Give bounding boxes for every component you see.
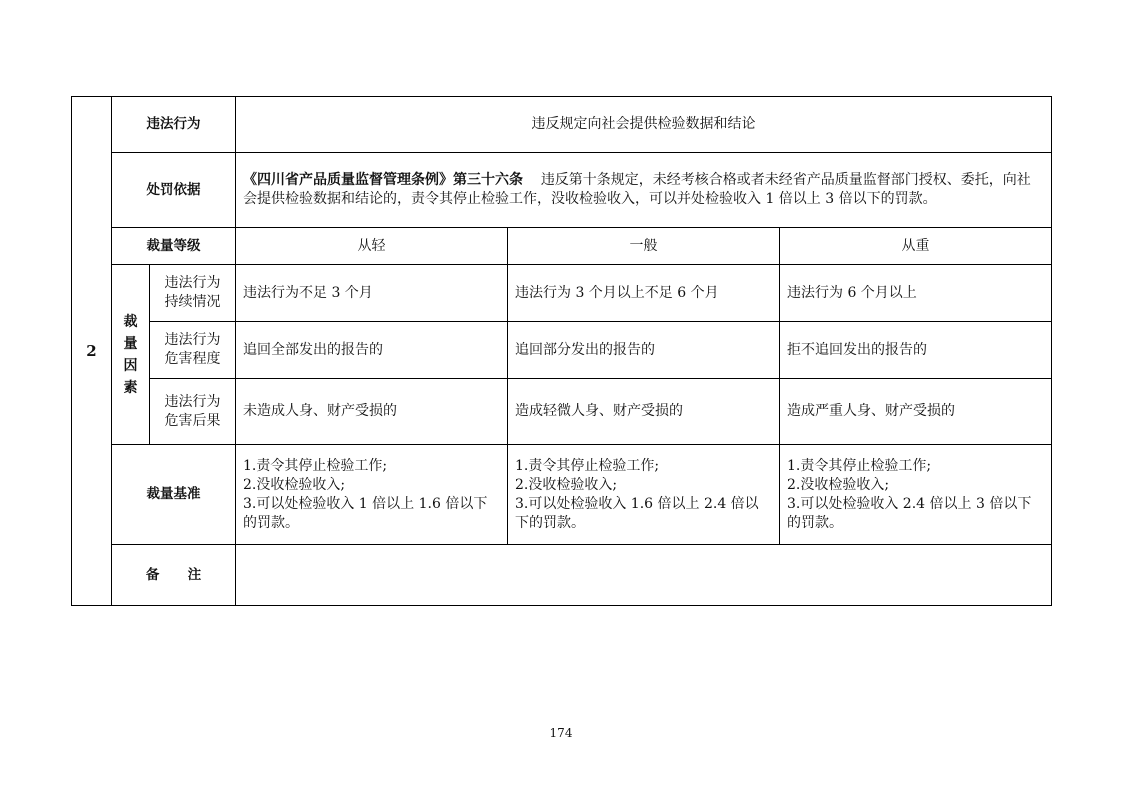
standard-line: 1.责令其停止检验工作; — [515, 457, 660, 474]
factor-value: 违法行为 3 个月以上不足 6 个月 — [508, 265, 780, 322]
remarks-label-char: 注 — [187, 566, 202, 583]
factors-label-char: 量 — [123, 335, 138, 352]
factor-row-duration — [72, 265, 1052, 322]
level-heavy: 从重 — [780, 228, 1052, 265]
level-normal: 一般 — [508, 228, 780, 265]
factor-value: 造成轻微人身、财产受损的 — [508, 379, 780, 445]
factor-name-line: 违法行为 — [164, 275, 221, 291]
factors-label-char: 因 — [123, 357, 138, 374]
standard-line: 3.可以处检验收入 1 倍以上 1.6 倍以下的罚款。 — [243, 495, 488, 531]
factor-value: 违法行为不足 3 个月 — [236, 265, 508, 322]
factor-value: 违法行为 6 个月以上 — [780, 265, 1052, 322]
standard-line: 3.可以处检验收入 2.4 倍以上 3 倍以下的罚款。 — [787, 495, 1032, 531]
remarks-value — [236, 545, 1052, 606]
remarks-label-char: 备 — [145, 566, 160, 583]
factor-name — [150, 322, 236, 379]
factors-label-char: 裁 — [123, 313, 138, 330]
standard-line: 1.责令其停止检验工作; — [243, 457, 388, 474]
factor-name-line: 危害后果 — [164, 412, 221, 429]
standard-line: 2.没收检验收入; — [243, 476, 346, 493]
levels-label: 裁量等级 — [112, 228, 236, 265]
factor-name — [150, 379, 236, 445]
basis-text: 违反第十条规定，未经考核合格或者未经省产品质量监督部门授权、委托，向社会提供检验数据和结论的，责令其停止检验工作，没收检验收入，可以并处检验收入 1 倍以上 3 倍以下的罚款。 — [243, 172, 1031, 207]
factor-name-line: 危害程度 — [164, 351, 221, 367]
factor-value: 造成严重人身、财产受损的 — [780, 379, 1052, 445]
level-light: 从轻 — [236, 228, 508, 265]
standards-row — [72, 445, 1052, 545]
factor-value: 追回全部发出的报告的 — [236, 322, 508, 379]
violation-label: 违法行为 — [112, 97, 236, 153]
basis-label: 处罚依据 — [112, 153, 236, 228]
standard-line: 3.可以处检验收入 1.6 倍以上 2.4 倍以下的罚款。 — [515, 495, 759, 531]
standard-column-light — [236, 445, 508, 545]
basis-law-title: 《四川省产品质量监督管理条例》第三十六条 — [243, 172, 523, 188]
factor-row-severity — [72, 322, 1052, 379]
standard-column-heavy — [780, 445, 1052, 545]
levels-row — [72, 228, 1052, 265]
row-number: 2 — [72, 97, 112, 606]
standard-line: 2.没收检验收入; — [515, 476, 618, 493]
remarks-label — [112, 545, 236, 606]
factors-label — [112, 265, 150, 445]
violation-row — [72, 97, 1052, 153]
factors-label-char: 素 — [123, 379, 138, 396]
standard-line: 1.责令其停止检验工作; — [787, 457, 932, 474]
factor-value: 拒不追回发出的报告的 — [780, 322, 1052, 379]
basis-value — [236, 153, 1052, 228]
factor-name — [150, 265, 236, 322]
remarks-row — [72, 545, 1052, 606]
standards-label: 裁量基准 — [112, 445, 236, 545]
factor-name-line: 持续情况 — [164, 294, 221, 310]
factor-row-consequence — [72, 379, 1052, 445]
discretion-table — [71, 96, 1052, 606]
factor-value: 未造成人身、财产受损的 — [236, 379, 508, 445]
standard-column-normal — [508, 445, 780, 545]
factor-value: 追回部分发出的报告的 — [508, 322, 780, 379]
page-number: 174 — [549, 726, 573, 740]
basis-row — [72, 153, 1052, 228]
factor-name-line: 违法行为 — [164, 393, 221, 410]
violation-value: 违反规定向社会提供检验数据和结论 — [236, 97, 1052, 153]
factor-name-line: 违法行为 — [164, 332, 221, 348]
standard-line: 2.没收检验收入; — [787, 476, 890, 493]
